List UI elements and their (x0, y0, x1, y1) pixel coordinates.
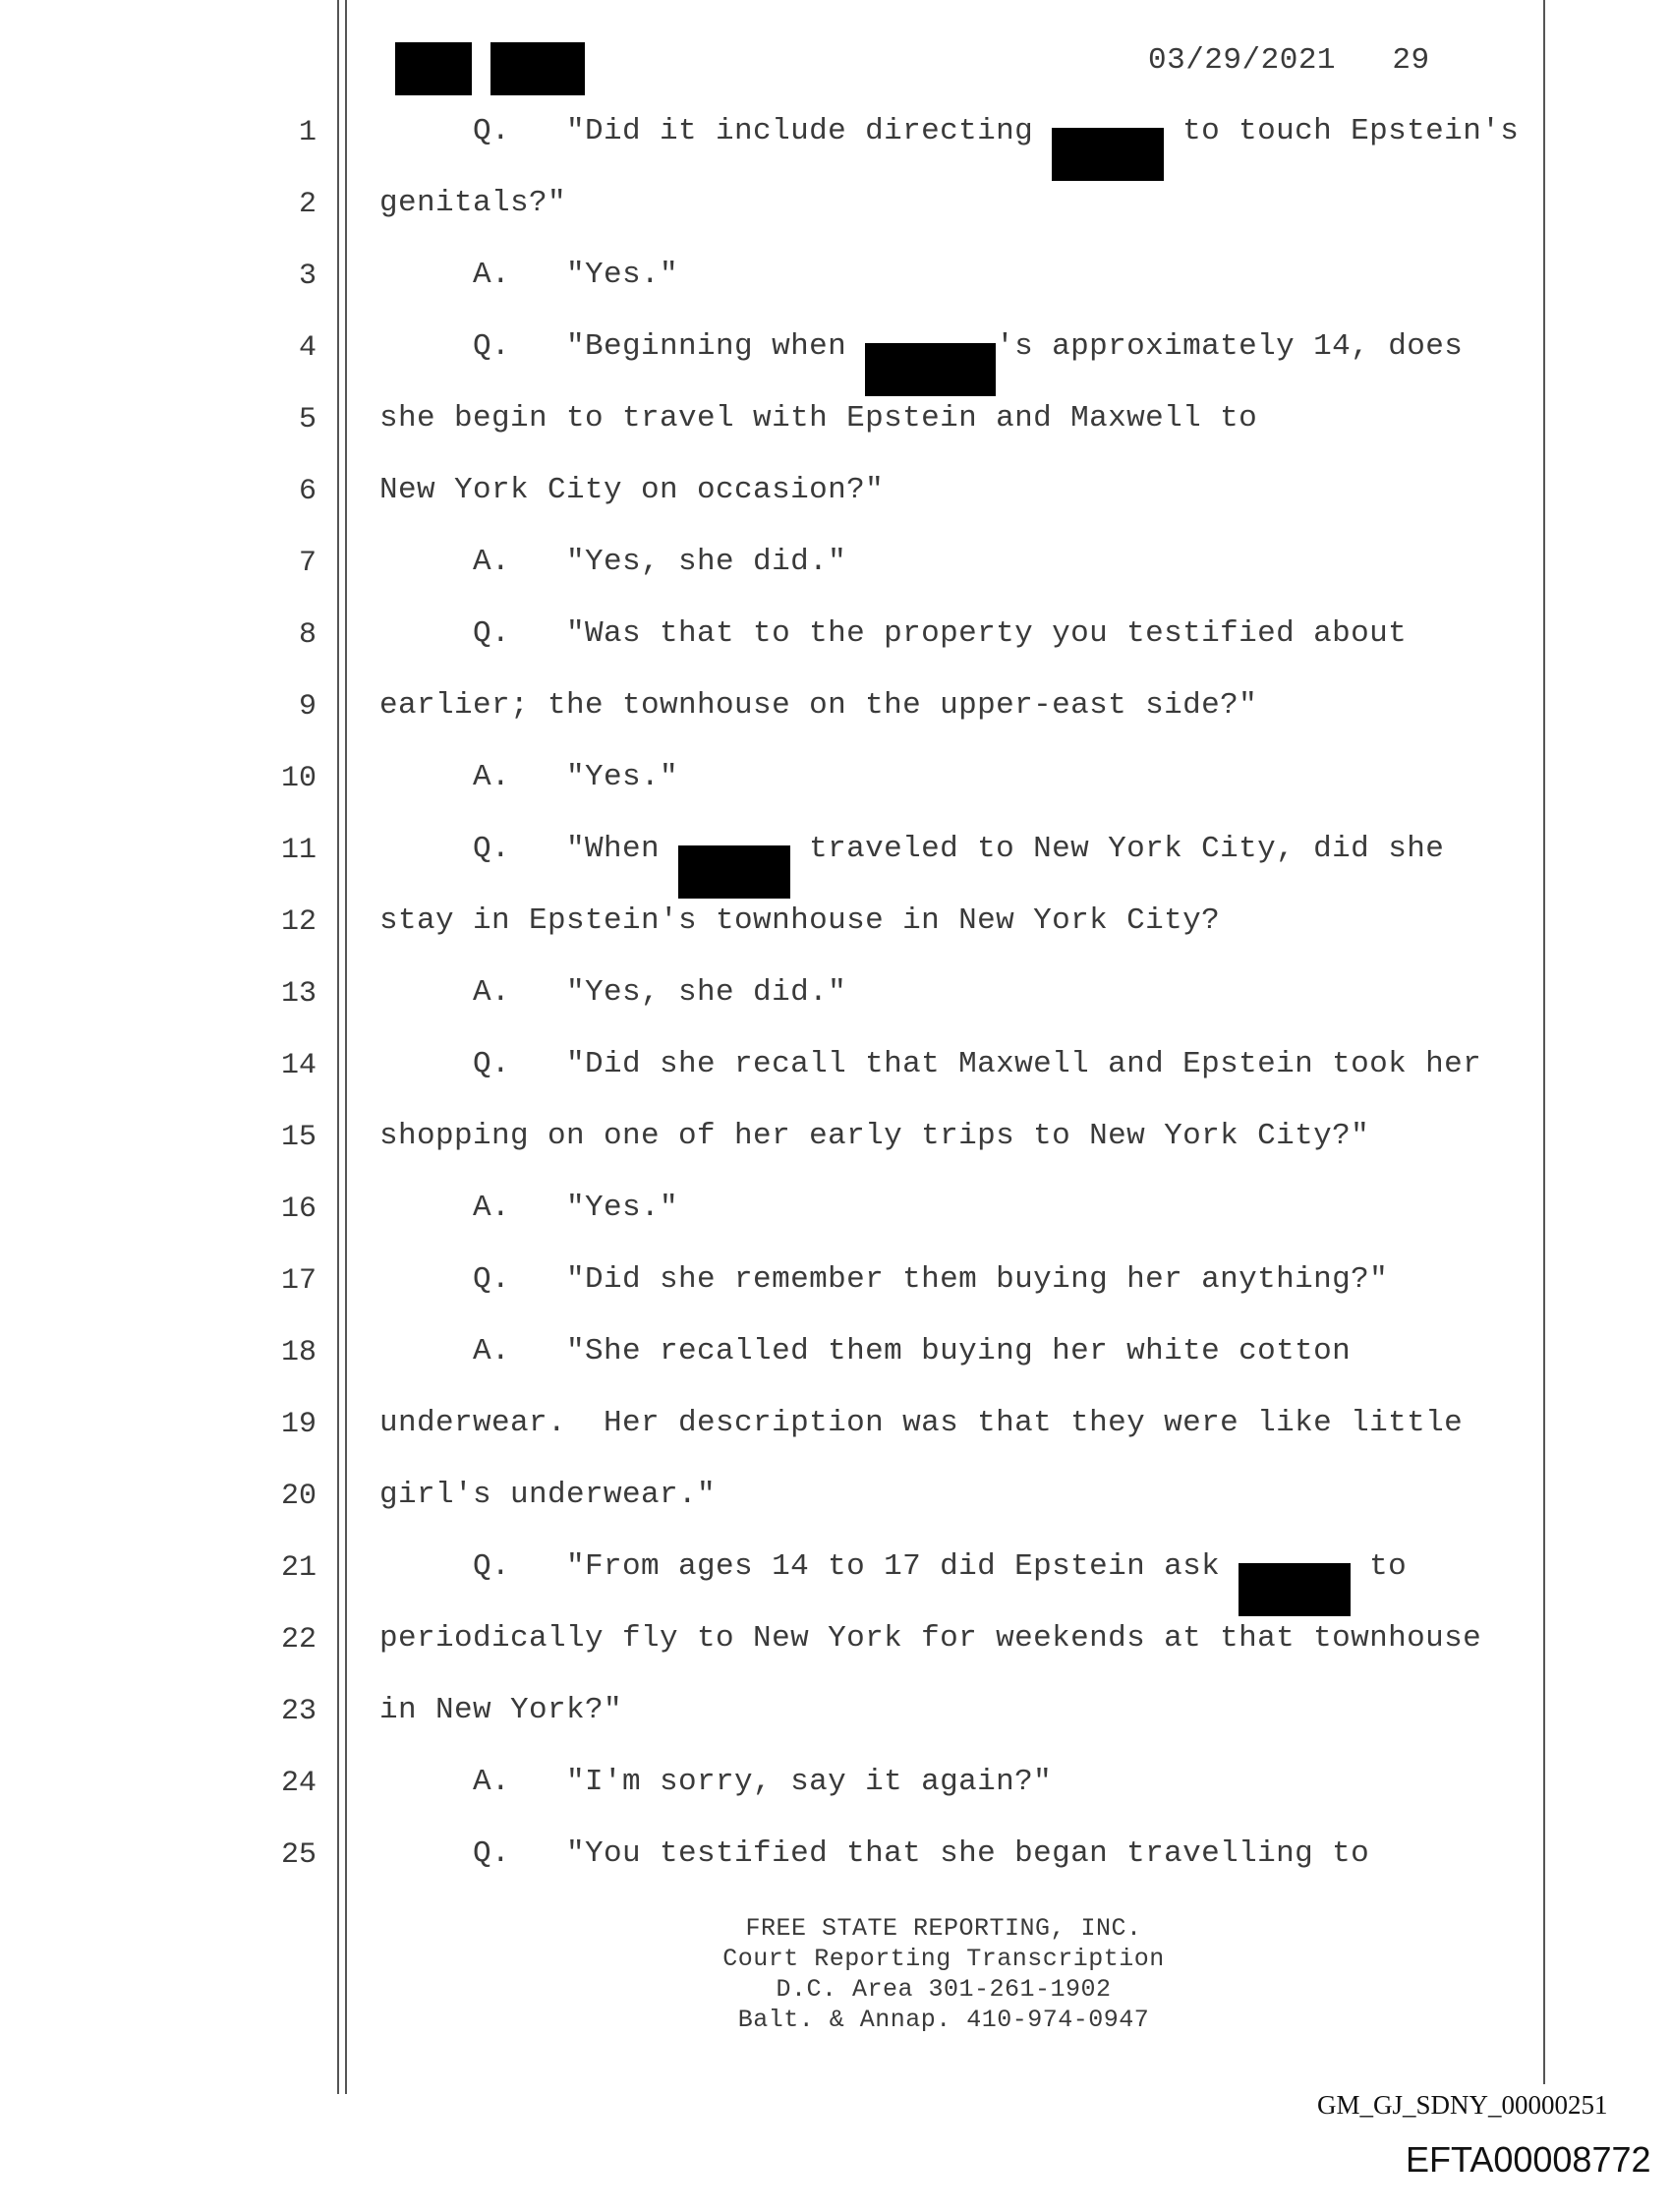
header-page-number: 29 (1392, 43, 1430, 78)
line-text-segment: Q. "Beginning when (379, 329, 866, 364)
footer-service: Court Reporting Transcription (722, 1945, 1165, 1973)
right-margin-rule (1543, 0, 1545, 2084)
line-number: 12 (280, 905, 317, 939)
header-redaction-2 (490, 42, 585, 95)
line-number: 21 (280, 1551, 317, 1585)
line-number: 24 (280, 1767, 317, 1800)
line-text-segment: New York City on occasion?" (379, 473, 885, 507)
transcript-line (379, 1191, 678, 1225)
line-number: 19 (280, 1408, 317, 1441)
line-text-segment: to (1351, 1549, 1408, 1584)
line-text-segment: A. "I'm sorry, say it again?" (379, 1765, 1053, 1799)
reporter-footer (649, 1913, 1239, 2035)
header-redaction-1 (395, 42, 472, 95)
line-number: 3 (298, 260, 317, 293)
line-number: 16 (280, 1193, 317, 1226)
line-text-segment: Q. "Did she remember them buying her anything?" (379, 1262, 1389, 1297)
transcript-line (379, 1119, 1369, 1153)
line-text-segment: girl's underwear." (379, 1478, 717, 1512)
line-number: 23 (280, 1695, 317, 1728)
transcript-line (379, 1334, 1351, 1368)
transcript-line (379, 1262, 1388, 1297)
redaction-box (1239, 1563, 1351, 1616)
line-text-segment: Q. "Was that to the property you testified about (379, 616, 1408, 651)
line-number: 7 (298, 547, 317, 580)
left-margin-rule-inner (345, 0, 347, 2094)
page-header (1148, 43, 1430, 78)
line-number: 11 (280, 834, 317, 867)
line-number: 13 (280, 977, 317, 1011)
redaction-box (865, 343, 996, 396)
line-number: 22 (280, 1623, 317, 1657)
line-number: 4 (298, 331, 317, 365)
transcript-line (379, 1478, 716, 1512)
header-date: 03/29/2021 (1148, 43, 1337, 78)
transcript-line (379, 329, 1463, 396)
transcript-line (379, 975, 846, 1010)
line-number: 25 (280, 1838, 317, 1872)
line-number: 14 (280, 1049, 317, 1082)
line-number: 15 (280, 1121, 317, 1154)
line-number: 9 (298, 690, 317, 724)
transcript-line (379, 1621, 1481, 1656)
transcript-line (379, 1693, 622, 1727)
transcript-line (379, 903, 1220, 938)
line-number: 17 (280, 1264, 317, 1298)
line-text-segment: A. "Yes." (379, 760, 679, 794)
line-number: 1 (298, 116, 317, 149)
line-text-segment: A. "Yes, she did." (379, 975, 847, 1010)
transcript-line (379, 1765, 1052, 1799)
line-text-segment: to touch Epstein's (1164, 114, 1520, 148)
line-text-segment: A. "She recalled them buying her white cotton (379, 1334, 1352, 1368)
line-text-segment: traveled to New York City, did she (790, 832, 1445, 866)
line-text-segment: she begin to travel with Epstein and Maxwell to (379, 401, 1258, 436)
line-text-segment: in New York?" (379, 1693, 623, 1727)
line-text-segment: Q. "Did it include directing (379, 114, 1053, 148)
line-number: 5 (298, 403, 317, 437)
line-number: 2 (298, 188, 317, 221)
line-text-segment: 's approximately 14, does (996, 329, 1464, 364)
footer-dc-phone: D.C. Area 301-261-1902 (776, 1975, 1112, 2004)
bates-number: GM_GJ_SDNY_00000251 (1317, 2090, 1608, 2120)
line-number: 10 (280, 762, 317, 795)
line-text-segment: A. "Yes, she did." (379, 545, 847, 579)
line-number: 6 (298, 475, 317, 508)
transcript-line (379, 473, 884, 507)
line-text-segment: underwear. Her description was that they were like little (379, 1406, 1464, 1440)
line-text-segment: Q. "From ages 14 to 17 did Epstein ask (379, 1549, 1239, 1584)
line-text-segment: A. "Yes." (379, 1191, 679, 1225)
transcript-line (379, 688, 1257, 723)
transcript-line (379, 114, 1519, 181)
transcript-line (379, 186, 566, 220)
transcript-line (379, 1549, 1407, 1616)
line-text-segment: periodically fly to New York for weekends at that townhouse (379, 1621, 1482, 1656)
transcript-line (379, 760, 678, 794)
line-text-segment: Q. "When (379, 832, 679, 866)
line-number: 18 (280, 1336, 317, 1369)
left-margin-rule-outer (337, 0, 339, 2094)
line-text-segment: Q. "You testified that she began travelling to (379, 1836, 1370, 1871)
line-text-segment: A. "Yes." (379, 258, 679, 292)
transcript-line (379, 832, 1444, 899)
transcript-line (379, 401, 1257, 436)
line-text-segment: stay in Epstein's townhouse in New York City? (379, 903, 1221, 938)
footer-company: FREE STATE REPORTING, INC. (745, 1914, 1142, 1943)
line-text-segment: genitals?" (379, 186, 567, 220)
redaction-box (1052, 128, 1164, 181)
transcript-line (379, 1836, 1369, 1871)
line-number: 8 (298, 618, 317, 652)
redaction-box (678, 845, 790, 899)
transcript-line (379, 1406, 1463, 1440)
line-text-segment: earlier; the townhouse on the upper-east side?" (379, 688, 1258, 723)
transcript-line (379, 258, 678, 292)
efta-number: EFTA00008772 (1406, 2139, 1651, 2180)
transcript-line (379, 1047, 1481, 1081)
line-number: 20 (280, 1480, 317, 1513)
line-text-segment: shopping on one of her early trips to New York City?" (379, 1119, 1370, 1153)
transcript-line (379, 545, 846, 579)
transcript-line (379, 616, 1407, 651)
line-text-segment: Q. "Did she recall that Maxwell and Epstein took her (379, 1047, 1482, 1081)
footer-balt-phone: Balt. & Annap. 410-974-0947 (737, 2006, 1150, 2034)
